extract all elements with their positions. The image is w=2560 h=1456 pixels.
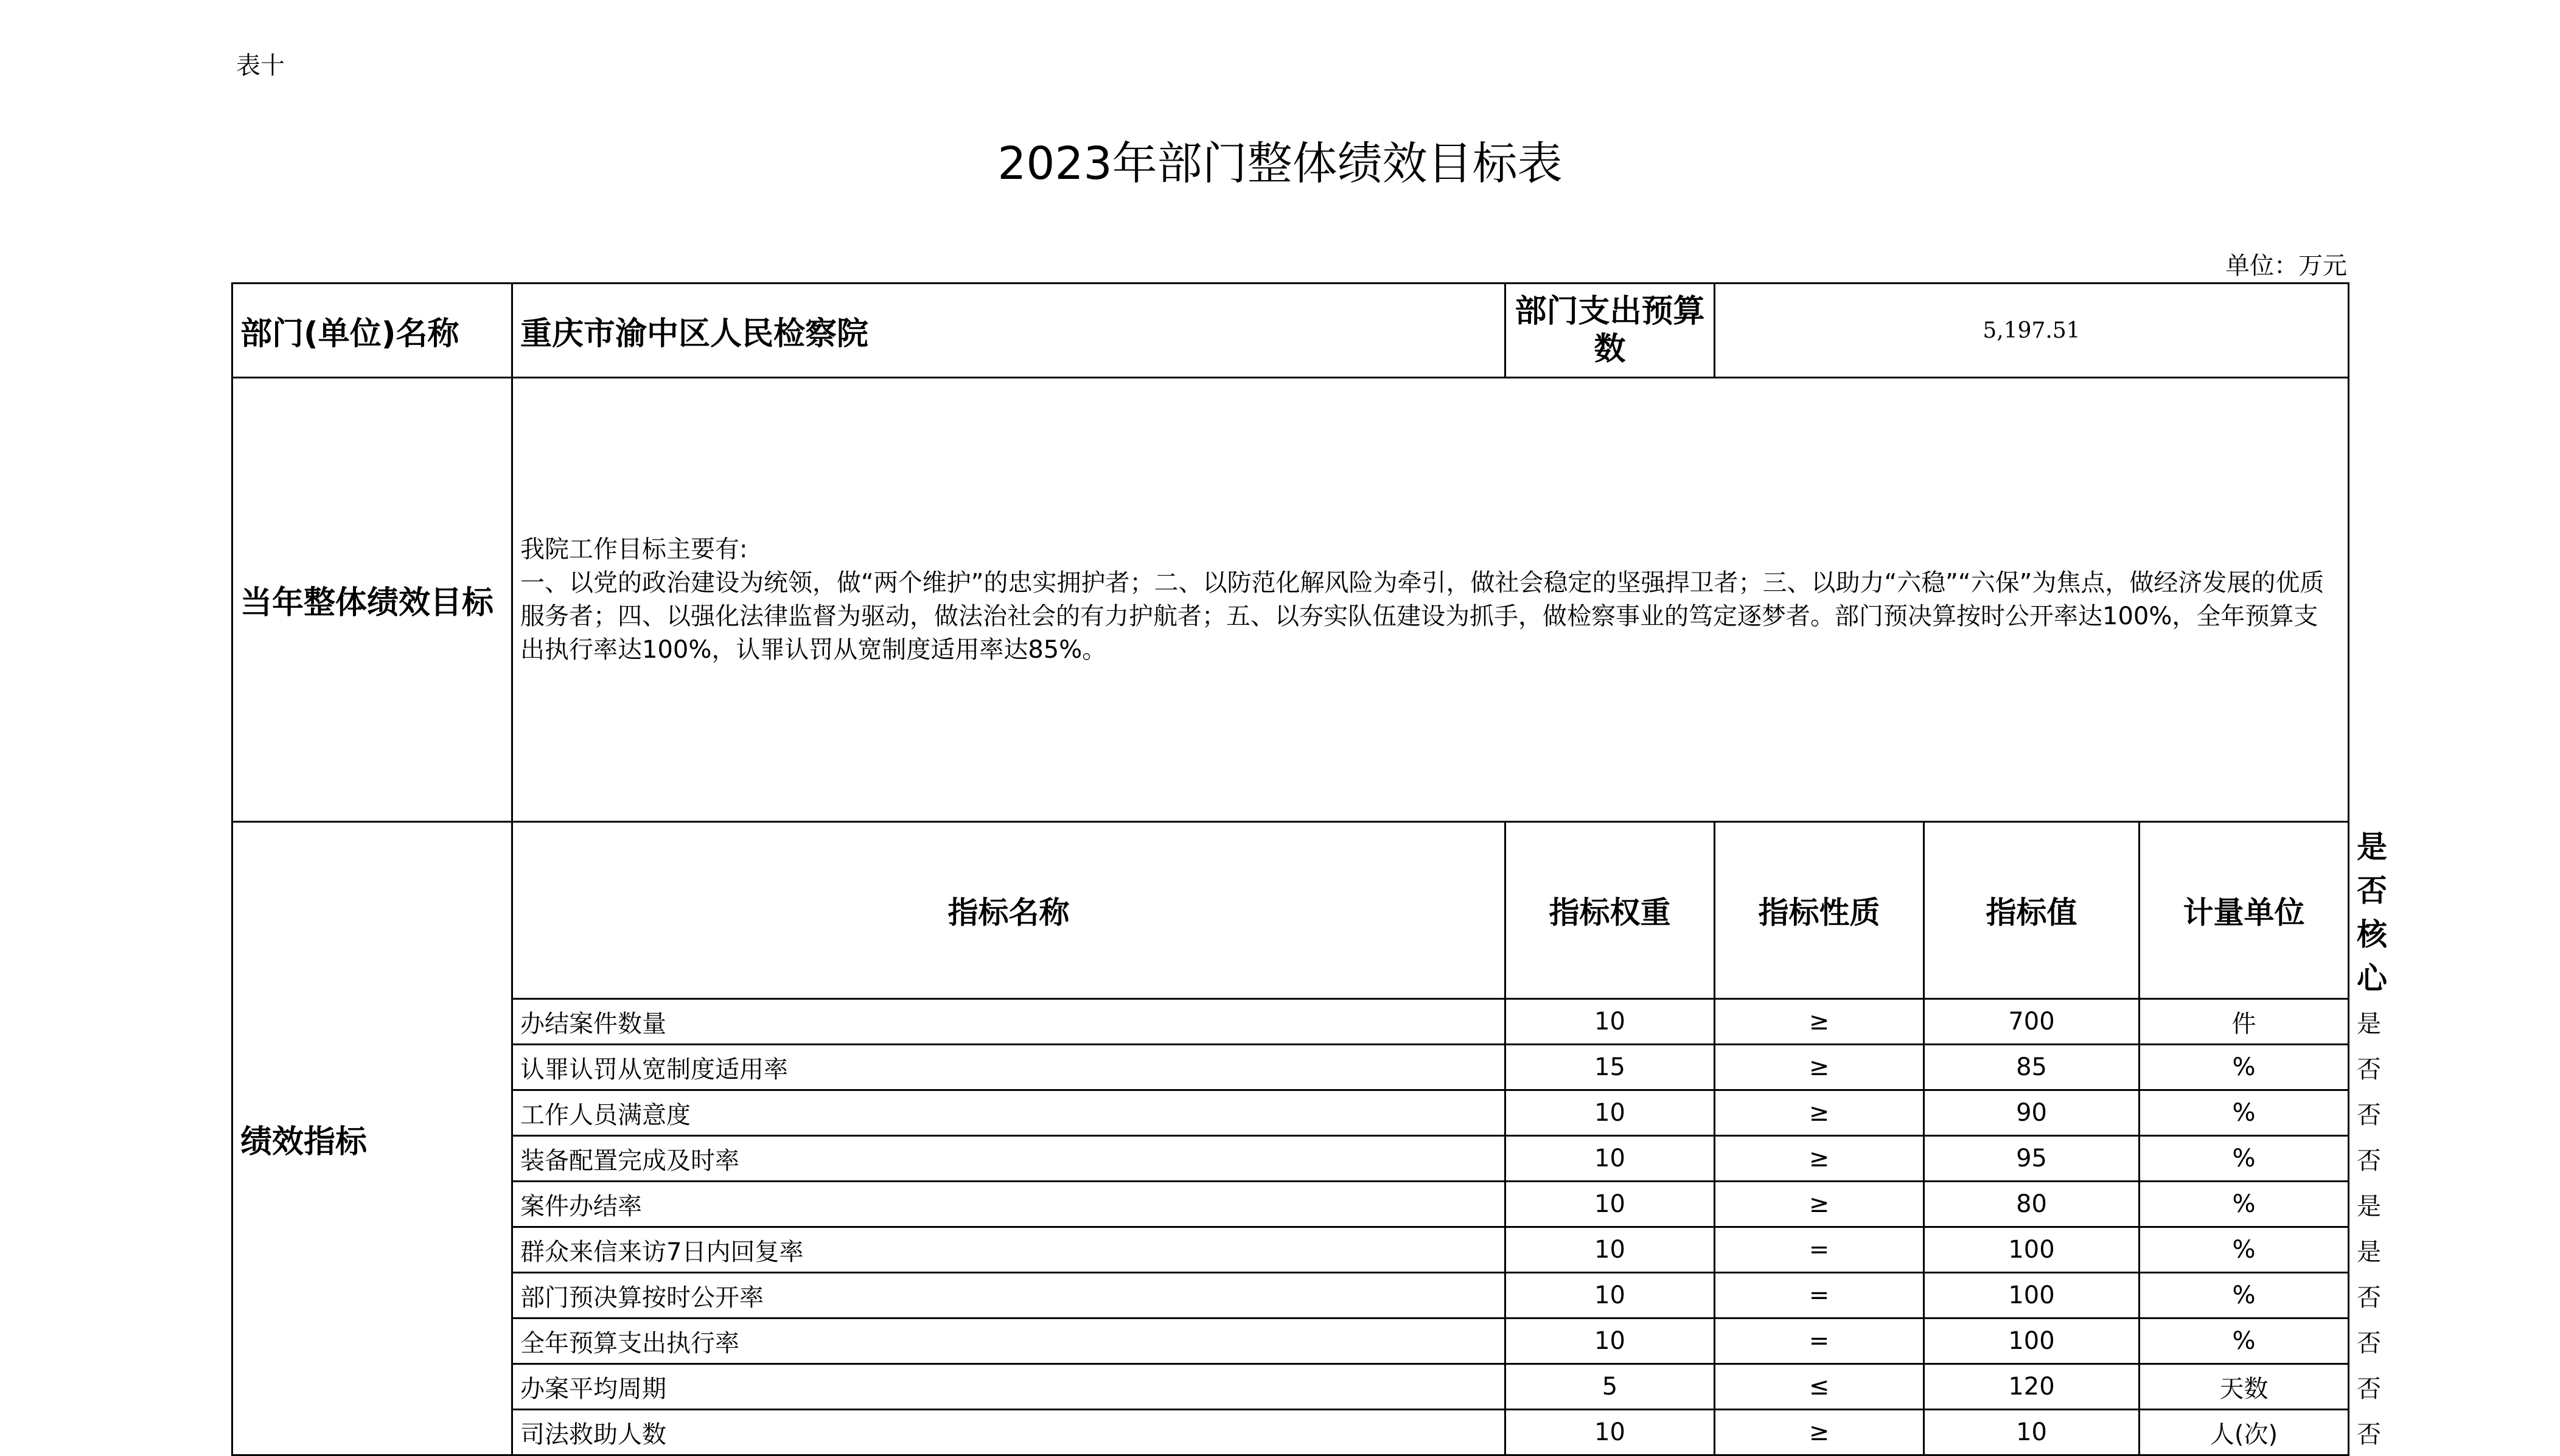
indicator-nature: ≥ bbox=[1715, 1182, 1924, 1227]
unit-label: 单位：万元 bbox=[2225, 252, 2347, 280]
indicator-name: 群众来信来访7日内回复率 bbox=[512, 1227, 1505, 1273]
indicator-value: 100 bbox=[1924, 1318, 2140, 1364]
indicator-nature: ≥ bbox=[1715, 1136, 1924, 1182]
indicator-nature: ≥ bbox=[1715, 999, 1924, 1045]
indicator-value: 100 bbox=[1924, 1273, 2140, 1318]
page-title: 2023年部门整体绩效目标表 bbox=[997, 138, 1563, 190]
indicator-name: 全年预算支出执行率 bbox=[512, 1318, 1505, 1364]
indicator-name: 案件办结率 bbox=[512, 1182, 1505, 1227]
indicator-weight: 10 bbox=[1505, 1227, 1715, 1273]
table-row: 办案平均周期 5 ≤ 120 天数 否 bbox=[232, 1364, 2349, 1410]
indicator-name: 认罪认罚从宽制度适用率 bbox=[512, 1045, 1505, 1090]
indicator-nature: ≤ bbox=[1715, 1364, 1924, 1410]
indicator-value: 100 bbox=[1924, 1227, 2140, 1273]
table-row: 群众来信来访7日内回复率 10 = 100 % 是 bbox=[232, 1227, 2349, 1273]
indicator-name: 办案平均周期 bbox=[512, 1364, 1505, 1410]
table-row: 案件办结率 10 ≥ 80 % 是 bbox=[232, 1182, 2349, 1227]
indicator-nature: ≥ bbox=[1715, 1410, 1924, 1455]
indicator-value: 85 bbox=[1924, 1045, 2140, 1090]
indicator-value: 120 bbox=[1924, 1364, 2140, 1410]
table-row: 全年预算支出执行率 10 = 100 % 否 bbox=[232, 1318, 2349, 1364]
indicator-name: 部门预决算按时公开率 bbox=[512, 1273, 1505, 1318]
indicators-label: 绩效指标 bbox=[232, 822, 512, 1455]
indicator-name: 办结案件数量 bbox=[512, 999, 1505, 1045]
budget-label: 部门支出预算数 bbox=[1505, 284, 1715, 378]
indicator-unit: 天数 bbox=[2140, 1364, 2349, 1410]
indicator-weight: 10 bbox=[1505, 1318, 1715, 1364]
dept-name-label: 部门(单位)名称 bbox=[232, 284, 512, 378]
indicator-unit: % bbox=[2140, 1273, 2349, 1318]
indicator-weight: 5 bbox=[1505, 1364, 1715, 1410]
table-row: 办结案件数量 10 ≥ 700 件 是 bbox=[232, 999, 2349, 1045]
indicator-weight: 10 bbox=[1505, 1136, 1715, 1182]
table-row: 司法救助人数 10 ≥ 10 人(次) 否 bbox=[232, 1410, 2349, 1455]
table-row: 装备配置完成及时率 10 ≥ 95 % 否 bbox=[232, 1136, 2349, 1182]
dept-row bbox=[232, 284, 2349, 378]
indicator-weight: 10 bbox=[1505, 1273, 1715, 1318]
indicator-weight: 10 bbox=[1505, 1182, 1715, 1227]
indicator-weight: 15 bbox=[1505, 1045, 1715, 1090]
dept-name-value: 重庆市渝中区人民检察院 bbox=[512, 284, 1505, 378]
table-row: 认罪认罚从宽制度适用率 15 ≥ 85 % 否 bbox=[232, 1045, 2349, 1090]
goal-text bbox=[512, 378, 2349, 822]
indicator-nature: = bbox=[1715, 1318, 1924, 1364]
col-value: 指标值 bbox=[1924, 822, 2140, 999]
table-row: 部门预决算按时公开率 10 = 100 % 否 bbox=[232, 1273, 2349, 1318]
col-nature: 指标性质 bbox=[1715, 822, 1924, 999]
indicator-value: 700 bbox=[1924, 999, 2140, 1045]
indicator-value: 90 bbox=[1924, 1090, 2140, 1136]
indicator-weight: 10 bbox=[1505, 1410, 1715, 1455]
indicator-value: 80 bbox=[1924, 1182, 2140, 1227]
col-indicator-name: 指标名称 bbox=[512, 822, 1505, 999]
indicator-nature: ≥ bbox=[1715, 1045, 1924, 1090]
goal-line-intro: 我院工作目标主要有: bbox=[520, 535, 748, 563]
table-row: 工作人员满意度 10 ≥ 90 % 否 bbox=[232, 1090, 2349, 1136]
indicator-value: 95 bbox=[1924, 1136, 2140, 1182]
indicator-value: 10 bbox=[1924, 1410, 2140, 1455]
indicator-nature: = bbox=[1715, 1273, 1924, 1318]
indicator-unit: % bbox=[2140, 1318, 2349, 1364]
col-weight: 指标权重 bbox=[1505, 822, 1715, 999]
indicator-nature: ≥ bbox=[1715, 1090, 1924, 1136]
indicator-header-row: 绩效指标 指标名称 指标权重 指标性质 指标值 计量单位 是否核心 bbox=[232, 822, 2349, 999]
indicator-unit: % bbox=[2140, 1090, 2349, 1136]
indicator-nature: = bbox=[1715, 1227, 1924, 1273]
indicator-weight: 10 bbox=[1505, 999, 1715, 1045]
performance-table bbox=[231, 282, 2388, 1456]
indicator-name: 司法救助人数 bbox=[512, 1410, 1505, 1455]
indicator-unit: 件 bbox=[2140, 999, 2349, 1045]
goal-row bbox=[232, 378, 2349, 822]
indicator-unit: % bbox=[2140, 1182, 2349, 1227]
indicator-unit: % bbox=[2140, 1227, 2349, 1273]
indicator-weight: 10 bbox=[1505, 1090, 1715, 1136]
budget-value: 5,197.51 bbox=[1715, 284, 2349, 378]
goal-line-body: 一、以党的政治建设为统领，做“两个维护”的忠实拥护者；二、以防范化解风险为牵引，做社会稳定的坚强捍卫者；三、以助力“六稳”“六保”为焦点，做经济发展的优质服务者；四、以强化法律监督为驱动，做法治社会的有力护航者；五、以夯实队伍建设为抓手，做检察事业的笃定逐梦者。部门预决算按时公开率达100%，全年预算支出执行率达100%，认罪认罚从宽制度适用率达85%。 bbox=[520, 568, 2325, 664]
table-number: 表十 bbox=[236, 52, 285, 80]
indicator-name: 工作人员满意度 bbox=[512, 1090, 1505, 1136]
indicator-unit: % bbox=[2140, 1136, 2349, 1182]
goal-label: 当年整体绩效目标 bbox=[232, 378, 512, 822]
col-unit: 计量单位 bbox=[2140, 822, 2349, 999]
indicator-unit: % bbox=[2140, 1045, 2349, 1090]
indicator-name: 装备配置完成及时率 bbox=[512, 1136, 1505, 1182]
indicator-unit: 人(次) bbox=[2140, 1410, 2349, 1455]
